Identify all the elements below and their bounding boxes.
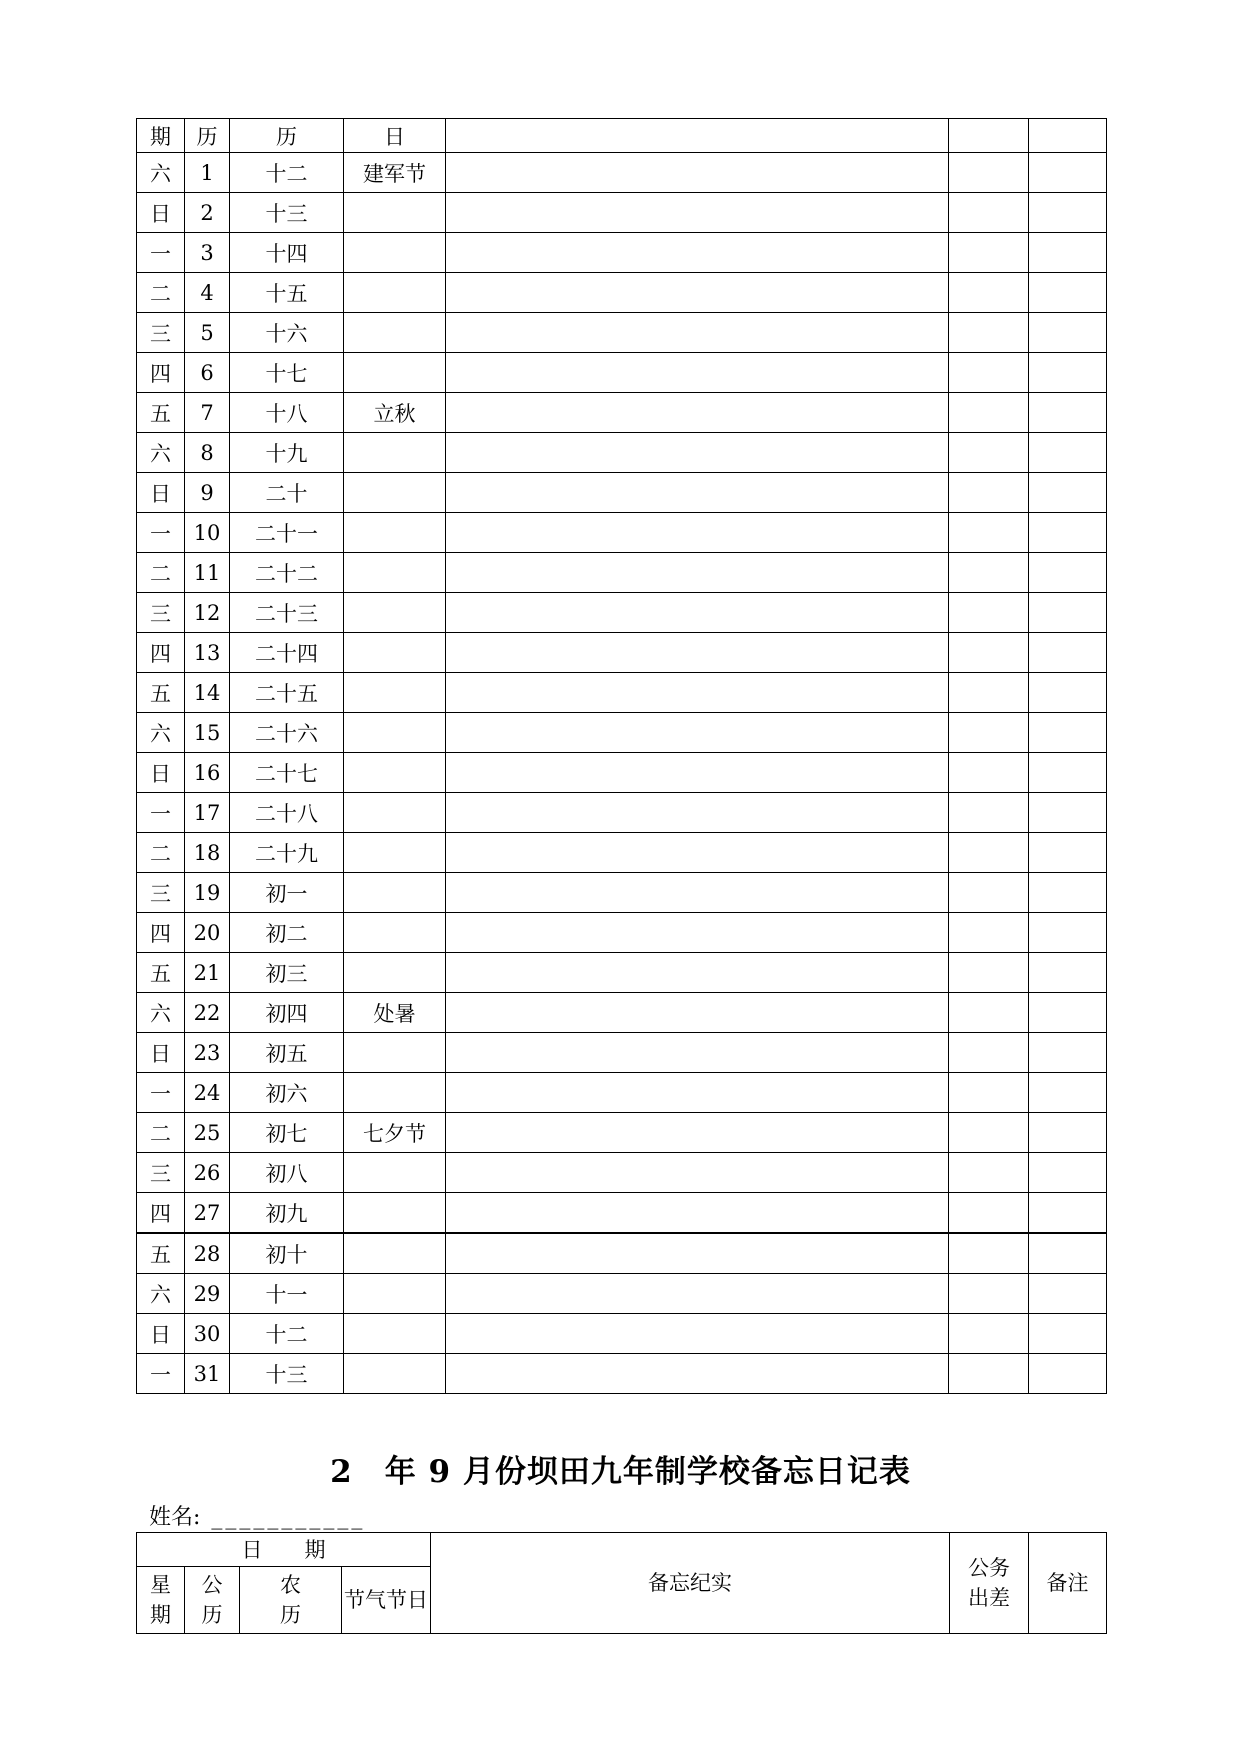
header-week: 期 [137,119,185,153]
remark-cell[interactable] [1029,593,1107,633]
table-row [137,833,1107,873]
table-row [137,193,1107,233]
lunar-date-cell: 十七 [230,353,344,393]
solar-date-cell: 21 [185,953,230,993]
solar-header: 公历 [185,1567,240,1634]
business-trip-cell[interactable] [949,673,1029,713]
memo-cell[interactable] [446,193,949,233]
solar-date-cell: 18 [185,833,230,873]
memo-cell[interactable] [446,433,949,473]
festival-cell [344,313,446,353]
festival-cell [344,673,446,713]
lunar-date-cell: 初五 [230,1033,344,1073]
lunar-date-cell: 初六 [230,1073,344,1113]
remark-cell[interactable] [1029,1233,1107,1274]
memo-cell[interactable] [446,873,949,913]
remark-cell[interactable] [1029,1314,1107,1354]
memo-cell[interactable] [446,1073,949,1113]
lunar-date-cell: 二十一 [230,513,344,553]
name-label: 姓名: [149,1505,201,1530]
solar-date-cell: 27 [185,1193,230,1234]
lunar-date-cell: 十四 [230,233,344,273]
solar-date-cell: 15 [185,713,230,753]
lunar-date-cell: 十二 [230,153,344,193]
week-cell: 一 [137,233,185,273]
solar-date-cell: 1 [185,153,230,193]
solar-date-cell: 9 [185,473,230,513]
table-row [137,353,1107,393]
name-line [149,1500,365,1531]
week-cell: 六 [137,153,185,193]
header-remark [1029,119,1107,153]
week-cell: 四 [137,633,185,673]
date-group-header: 日 期 [137,1533,431,1567]
solar-date-cell: 16 [185,753,230,793]
business-trip-cell[interactable] [949,1153,1029,1193]
business-trip-cell[interactable] [949,713,1029,753]
memo-cell[interactable] [446,513,949,553]
memo-header: 备忘纪实 [431,1533,950,1634]
table-row [137,1113,1107,1153]
memo-cell[interactable] [446,793,949,833]
lunar-date-cell: 二十四 [230,633,344,673]
table-row [137,1274,1107,1314]
memo-cell[interactable] [446,553,949,593]
lunar-date-cell: 十六 [230,313,344,353]
week-cell: 二 [137,1113,185,1153]
calendar-table-september-header [136,1532,1107,1634]
business-trip-cell[interactable] [949,273,1029,313]
business-trip-cell[interactable] [949,473,1029,513]
remark-cell[interactable] [1029,1113,1107,1153]
business-trip-cell[interactable] [949,553,1029,593]
remark-cell[interactable] [1029,953,1107,993]
week-cell: 六 [137,433,185,473]
solar-date-cell: 13 [185,633,230,673]
calendar-table-august [136,118,1107,1394]
remark-cell[interactable] [1029,473,1107,513]
festival-cell [344,793,446,833]
week-cell: 日 [137,193,185,233]
business-trip-cell[interactable] [949,593,1029,633]
festival-cell [344,273,446,313]
festival-cell: 建军节 [344,153,446,193]
lunar-date-cell: 初四 [230,993,344,1033]
week-cell: 日 [137,1033,185,1073]
memo-cell[interactable] [446,633,949,673]
solar-date-cell: 5 [185,313,230,353]
memo-cell[interactable] [446,313,949,353]
solar-date-cell: 23 [185,1033,230,1073]
week-cell: 日 [137,473,185,513]
week-cell: 五 [137,673,185,713]
lunar-date-cell: 二十五 [230,673,344,713]
remark-cell[interactable] [1029,673,1107,713]
business-trip-cell[interactable] [949,913,1029,953]
business-trip-cell[interactable] [949,433,1029,473]
memo-cell[interactable] [446,673,949,713]
festival-cell [344,353,446,393]
week-cell: 二 [137,833,185,873]
table-row [137,873,1107,913]
festival-header: 节气节日 [342,1567,431,1634]
remark-cell[interactable] [1029,1073,1107,1113]
table-row [137,393,1107,433]
table-row [137,433,1107,473]
lunar-date-cell: 十五 [230,273,344,313]
memo-cell[interactable] [446,1033,949,1073]
week-cell: 一 [137,793,185,833]
header-festival: 日 [344,119,446,153]
business-trip-cell[interactable] [949,153,1029,193]
table-row [137,1033,1107,1073]
lunar-header: 农历 [240,1567,342,1634]
week-cell: 二 [137,553,185,593]
remark-cell[interactable] [1029,393,1107,433]
memo-cell[interactable] [446,1193,949,1234]
lunar-date-cell: 二十 [230,473,344,513]
festival-cell [344,513,446,553]
memo-cell[interactable] [446,713,949,753]
lunar-date-cell: 二十二 [230,553,344,593]
festival-cell: 七夕节 [344,1113,446,1153]
solar-date-cell: 8 [185,433,230,473]
table-row [137,593,1107,633]
remark-cell[interactable] [1029,433,1107,473]
page-title: 2 年 9 月份坝田九年制学校备忘日记表 [330,1454,911,1490]
remark-cell[interactable] [1029,1193,1107,1234]
business-trip-cell[interactable] [949,633,1029,673]
table-row [137,1073,1107,1113]
festival-cell [344,193,446,233]
memo-cell[interactable] [446,753,949,793]
lunar-date-cell: 初八 [230,1153,344,1193]
memo-cell[interactable] [446,153,949,193]
memo-cell[interactable] [446,393,949,433]
remark-cell[interactable] [1029,153,1107,193]
lunar-date-cell: 初九 [230,1193,344,1234]
lunar-date-cell: 初十 [230,1233,344,1274]
solar-date-cell: 19 [185,873,230,913]
lunar-date-cell: 十二 [230,1314,344,1354]
week-header: 星期 [137,1567,185,1634]
header-group-row [137,1533,1107,1567]
week-cell: 三 [137,313,185,353]
memo-cell[interactable] [446,1233,949,1274]
business-trip-cell[interactable] [949,1113,1029,1153]
week-cell: 日 [137,1314,185,1354]
festival-cell [344,1033,446,1073]
solar-date-cell: 3 [185,233,230,273]
remark-cell[interactable] [1029,233,1107,273]
memo-cell[interactable] [446,1354,949,1394]
festival-cell: 立秋 [344,393,446,433]
solar-date-cell: 2 [185,193,230,233]
lunar-date-cell: 二十九 [230,833,344,873]
business-trip-cell[interactable] [949,313,1029,353]
memo-cell[interactable] [446,953,949,993]
remark-cell[interactable] [1029,313,1107,353]
memo-cell[interactable] [446,353,949,393]
remark-header: 备注 [1029,1533,1107,1634]
table-row [137,1354,1107,1394]
table-row [137,1193,1107,1234]
business-trip-cell[interactable] [949,233,1029,273]
lunar-date-cell: 二十六 [230,713,344,753]
memo-cell[interactable] [446,473,949,513]
week-cell: 三 [137,1153,185,1193]
festival-cell: 处暑 [344,993,446,1033]
remark-cell[interactable] [1029,753,1107,793]
festival-cell [344,433,446,473]
memo-cell[interactable] [446,273,949,313]
table-row [137,153,1107,193]
memo-cell[interactable] [446,913,949,953]
business-trip-cell[interactable] [949,353,1029,393]
week-cell: 四 [137,353,185,393]
remark-cell[interactable] [1029,1153,1107,1193]
lunar-date-cell: 初七 [230,1113,344,1153]
solar-date-cell: 22 [185,993,230,1033]
week-cell: 五 [137,953,185,993]
solar-date-cell: 20 [185,913,230,953]
festival-cell [344,1233,446,1274]
remark-cell[interactable] [1029,353,1107,393]
header-lunar: 历 [230,119,344,153]
remark-cell[interactable] [1029,193,1107,233]
solar-date-cell: 31 [185,1354,230,1394]
week-cell: 五 [137,393,185,433]
festival-cell [344,1274,446,1314]
table-row [137,273,1107,313]
festival-cell [344,1314,446,1354]
business-trip-cell[interactable] [949,193,1029,233]
business-trip-cell[interactable] [949,993,1029,1033]
solar-date-cell: 29 [185,1274,230,1314]
remark-cell[interactable] [1029,913,1107,953]
name-blank[interactable]: ___________ [211,1505,366,1530]
remark-cell[interactable] [1029,1354,1107,1394]
business-trip-cell[interactable] [949,1033,1029,1073]
memo-cell[interactable] [446,993,949,1033]
festival-cell [344,593,446,633]
lunar-date-cell: 十三 [230,1354,344,1394]
festival-cell [344,713,446,753]
memo-cell[interactable] [446,233,949,273]
week-cell: 五 [137,1233,185,1274]
remark-cell[interactable] [1029,833,1107,873]
table-row [137,1233,1107,1274]
business-trip-cell[interactable] [949,1193,1029,1234]
table-row [137,233,1107,273]
festival-cell [344,913,446,953]
week-cell: 一 [137,1073,185,1113]
business-trip-cell[interactable] [949,393,1029,433]
solar-date-cell: 14 [185,673,230,713]
lunar-date-cell: 二十八 [230,793,344,833]
table-row [137,713,1107,753]
lunar-date-cell: 十一 [230,1274,344,1314]
table-row [137,953,1107,993]
memo-cell[interactable] [446,1153,949,1193]
lunar-date-cell: 初二 [230,913,344,953]
business-trip-cell[interactable] [949,793,1029,833]
table-row [137,753,1107,793]
memo-cell[interactable] [446,833,949,873]
lunar-date-cell: 初三 [230,953,344,993]
solar-date-cell: 25 [185,1113,230,1153]
remark-cell[interactable] [1029,793,1107,833]
festival-cell [344,953,446,993]
festival-cell [344,633,446,673]
table-row [137,793,1107,833]
lunar-date-cell: 十九 [230,433,344,473]
lunar-date-cell: 十八 [230,393,344,433]
header-business-trip [949,119,1029,153]
week-cell: 日 [137,753,185,793]
table-row [137,673,1107,713]
table-row [137,553,1107,593]
remark-cell[interactable] [1029,993,1107,1033]
week-cell: 四 [137,913,185,953]
memo-cell[interactable] [446,1314,949,1354]
week-cell: 二 [137,273,185,313]
festival-cell [344,233,446,273]
week-cell: 三 [137,873,185,913]
header-solar: 历 [185,119,230,153]
festival-cell [344,553,446,593]
festival-cell [344,1193,446,1234]
solar-date-cell: 30 [185,1314,230,1354]
table-header-row [137,119,1107,153]
festival-cell [344,1354,446,1394]
week-cell: 六 [137,1274,185,1314]
memo-cell[interactable] [446,1274,949,1314]
table-row [137,993,1107,1033]
festival-cell [344,473,446,513]
week-cell: 三 [137,593,185,633]
business-trip-cell[interactable] [949,513,1029,553]
lunar-date-cell: 十三 [230,193,344,233]
week-cell: 六 [137,713,185,753]
business-trip-cell[interactable] [949,753,1029,793]
business-trip-cell[interactable] [949,1233,1029,1274]
business-trip-cell[interactable] [949,1073,1029,1113]
lunar-date-cell: 二十三 [230,593,344,633]
table-row [137,313,1107,353]
remark-cell[interactable] [1029,1274,1107,1314]
week-cell: 四 [137,1193,185,1234]
business-trip-cell[interactable] [949,873,1029,913]
remark-cell[interactable] [1029,713,1107,753]
business-trip-header: 公务出差 [950,1533,1029,1634]
solar-date-cell: 28 [185,1233,230,1274]
header-memo [446,119,949,153]
business-trip-cell[interactable] [949,1314,1029,1354]
solar-date-cell: 7 [185,393,230,433]
solar-date-cell: 10 [185,513,230,553]
remark-cell[interactable] [1029,553,1107,593]
table-row [137,633,1107,673]
remark-cell[interactable] [1029,273,1107,313]
week-cell: 六 [137,993,185,1033]
lunar-date-cell: 二十七 [230,753,344,793]
solar-date-cell: 12 [185,593,230,633]
solar-date-cell: 6 [185,353,230,393]
solar-date-cell: 4 [185,273,230,313]
festival-cell [344,873,446,913]
solar-date-cell: 24 [185,1073,230,1113]
memo-cell[interactable] [446,1113,949,1153]
table-row [137,513,1107,553]
business-trip-cell[interactable] [949,1354,1029,1394]
remark-cell[interactable] [1029,633,1107,673]
table-row [137,473,1107,513]
memo-cell[interactable] [446,593,949,633]
remark-cell[interactable] [1029,1033,1107,1073]
festival-cell [344,1073,446,1113]
business-trip-cell[interactable] [949,953,1029,993]
remark-cell[interactable] [1029,873,1107,913]
lunar-date-cell: 初一 [230,873,344,913]
business-trip-cell[interactable] [949,1274,1029,1314]
table-row [137,1314,1107,1354]
table-row [137,913,1107,953]
solar-date-cell: 17 [185,793,230,833]
solar-date-cell: 26 [185,1153,230,1193]
solar-date-cell: 11 [185,553,230,593]
festival-cell [344,833,446,873]
festival-cell [344,753,446,793]
remark-cell[interactable] [1029,513,1107,553]
business-trip-cell[interactable] [949,833,1029,873]
table-row [137,1153,1107,1193]
week-cell: 一 [137,513,185,553]
festival-cell [344,1153,446,1193]
week-cell: 一 [137,1354,185,1394]
